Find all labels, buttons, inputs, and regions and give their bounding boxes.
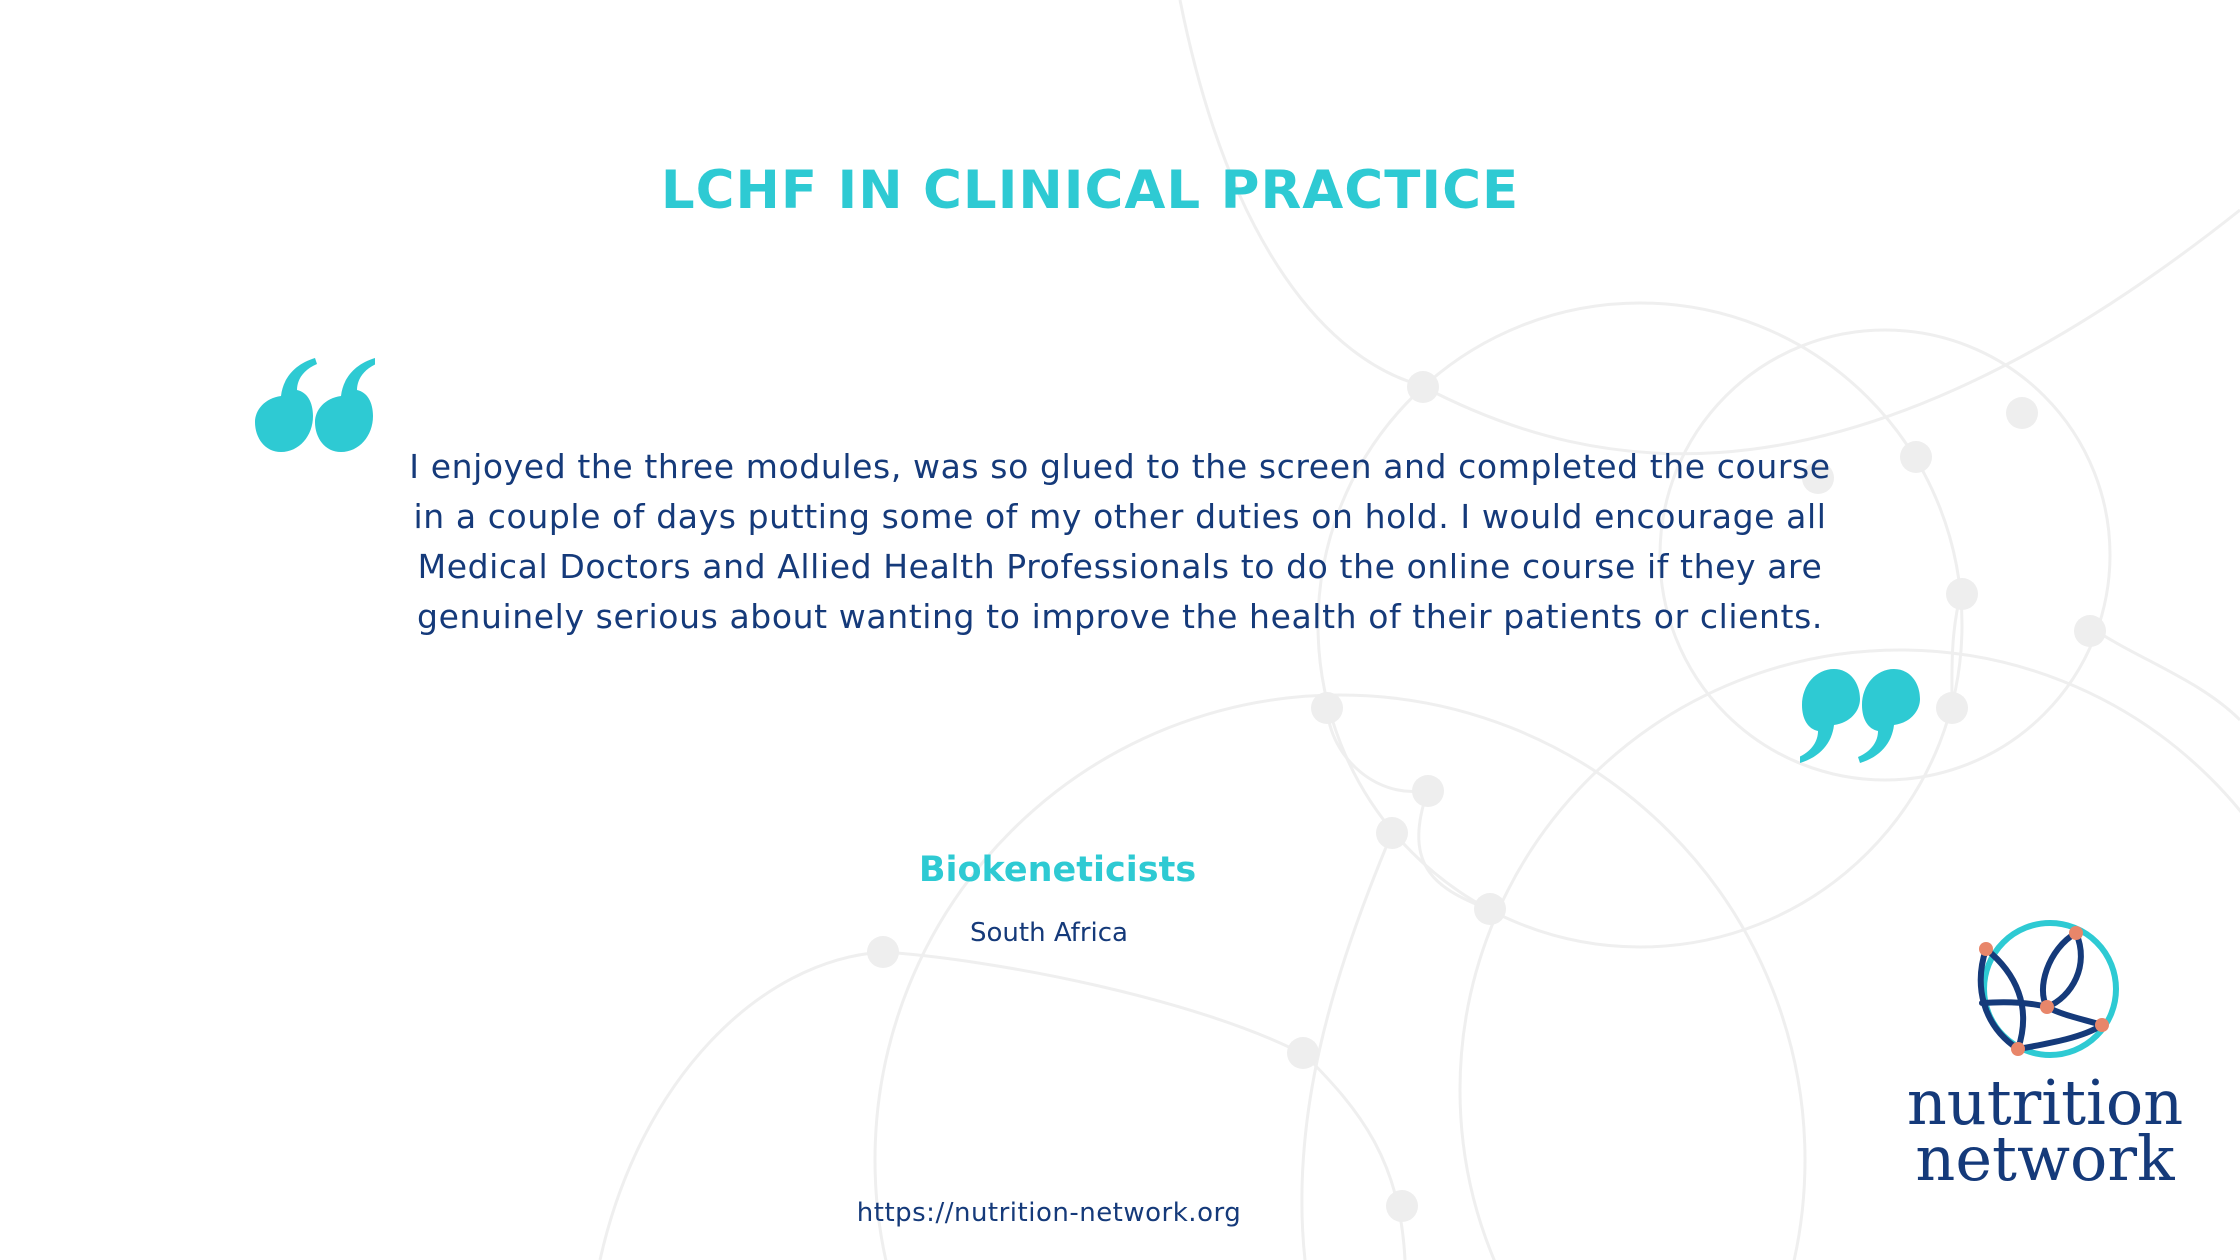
logo-emblem-icon xyxy=(1972,915,2122,1065)
logo-word-network: network xyxy=(1915,1122,2175,1195)
logo-word-nutrition: nutrition xyxy=(1906,1066,2184,1139)
close-quote-icon xyxy=(1800,668,1920,763)
open-quote-icon xyxy=(255,358,375,453)
testimonial-location: South Africa xyxy=(970,918,1128,948)
page-title: LCHF IN CLINICAL PRACTICE xyxy=(660,160,1520,221)
testimonial-text: I enjoyed the three modules, was so glued to the screen and completed the course in a couple of days putting some of my other duties on hold. I would encourage all Medical Doctors and Allied Health Professionals to do the online course if they are genuinely serious about wanting to improve the health of their patients or clients. xyxy=(409,447,1831,636)
website-link[interactable]: https://nutrition-network.org xyxy=(856,1198,1242,1228)
testimonial-author: Biokeneticists xyxy=(918,850,1197,890)
nutrition-network-logo xyxy=(1890,915,2200,1195)
